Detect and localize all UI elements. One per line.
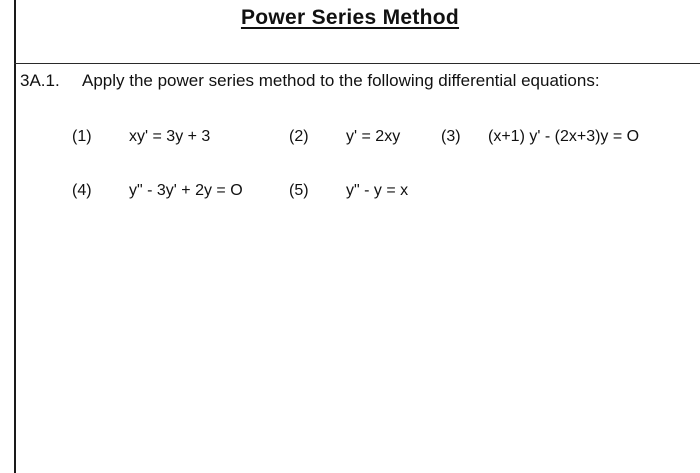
- equation-3: (x+1) y' - (2x+3)y = O: [488, 128, 640, 145]
- equation-2-label: (2): [289, 128, 309, 145]
- equation-5: y" - y = x: [346, 182, 409, 199]
- equation-5-label: (5): [289, 182, 309, 199]
- equation-1-label: (1): [72, 128, 92, 145]
- page-left-border: [14, 0, 16, 473]
- page-title: Power Series Method: [240, 6, 460, 29]
- problem-heading: [20, 71, 600, 91]
- problem-number: 3A.1.: [20, 71, 60, 90]
- equation-1: xy' = 3y + 3: [129, 128, 211, 145]
- equation-4-label: (4): [72, 182, 92, 199]
- section-divider: [14, 63, 700, 64]
- equation-4: y" - 3y' + 2y = O: [129, 182, 243, 199]
- problem-instruction: Apply the power series method to the following differential equations:: [82, 71, 600, 90]
- equation-3-label: (3): [441, 128, 461, 145]
- equation-2: y' = 2xy: [346, 128, 401, 145]
